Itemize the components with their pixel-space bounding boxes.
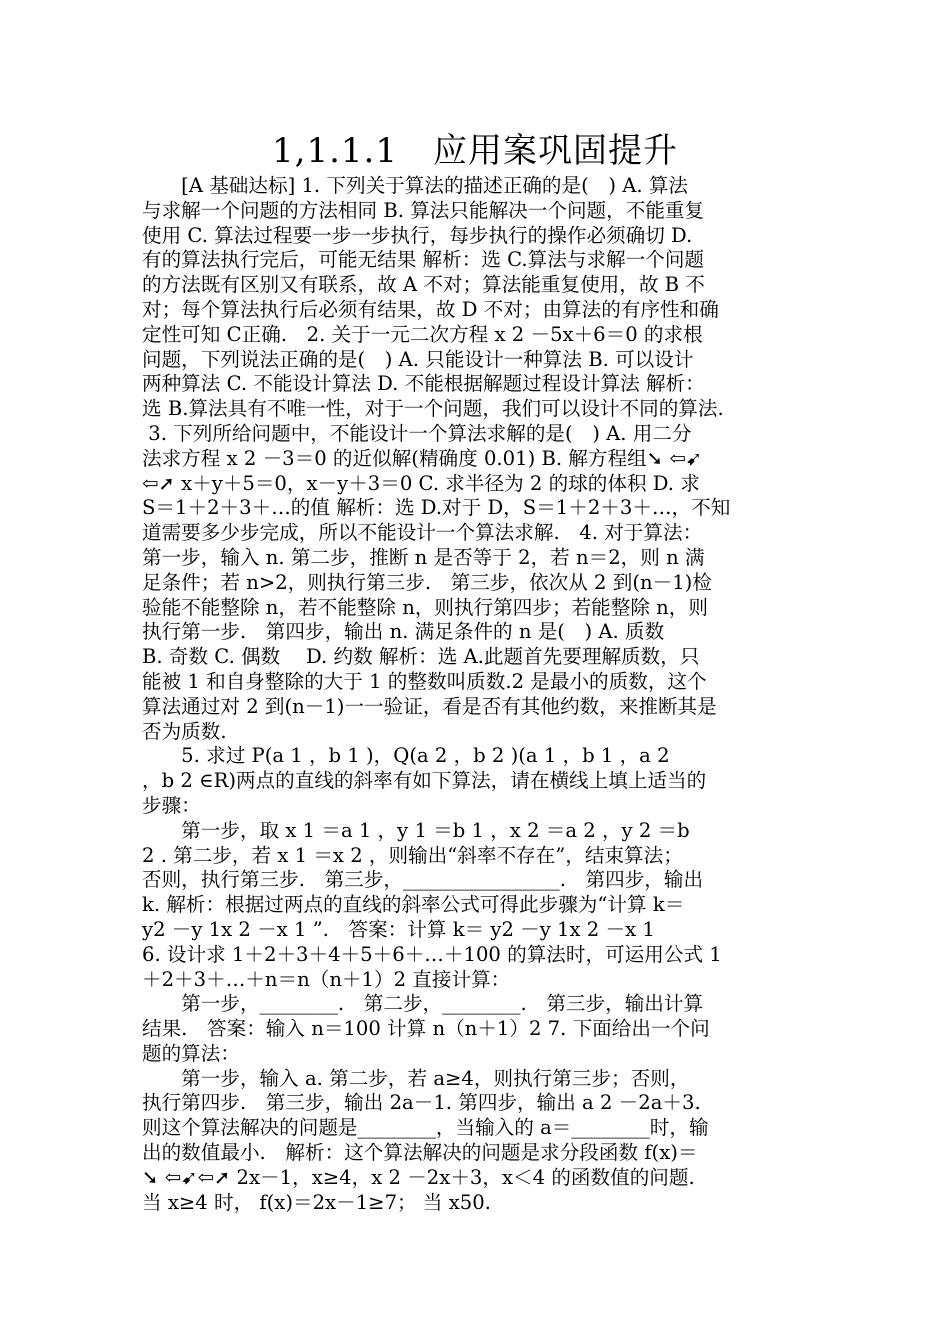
text-line: [A 基础达标] 1. 下列关于算法的描述正确的是( ) A. 算法 bbox=[142, 174, 689, 197]
page-title: 1,1.1.1 应用案巩固提升 bbox=[272, 131, 678, 171]
text-line: 足条件；若 n>2，则执行第三步. 第三步，依次从 2 到(n－1)检 bbox=[142, 570, 712, 594]
text-line: 则这个算法解决的问题是________，当输入的 a＝________时，输 bbox=[142, 1116, 709, 1140]
text-line: B. 奇数 C. 偶数 D. 约数 解析：选 A.此题首先要理解质数，只 bbox=[142, 645, 700, 669]
text-line: 与求解一个问题的方法相同 B. 算法只能解决一个问题，不能重复 bbox=[142, 198, 705, 222]
text-line: 出的数值最小. 解析：这个算法解决的问题是求分段函数 f(x)＝ bbox=[142, 1141, 698, 1165]
text-line: y2 －y 1x 2 －x 1 ”. 答案：计算 k＝ y2 －y 1x 2 －x 1 bbox=[142, 917, 655, 941]
text-line: 道需要多少步完成，所以不能设计一个算法求解. 4. 对于算法： bbox=[142, 521, 703, 545]
text-line: 执行第一步. 第四步，输出 n. 满足条件的 n 是( ) A. 质数 bbox=[142, 620, 665, 644]
text-line: 两种算法 C. 不能设计算法 D. 不能根据解题过程设计算法 解析： bbox=[142, 372, 705, 396]
text-line: 否为质数. bbox=[142, 719, 227, 743]
text-line: 当 x≥4 时， f(x)＝2x－1≥7； 当 x50. bbox=[142, 1190, 491, 1214]
text-line: 2 . 第二步，若 x 1 ＝x 2 ，则输出“斜率不存在”，结束算法； bbox=[142, 843, 683, 867]
text-line: 法求方程 x 2 －3＝0 的近似解(精确度 0.01) B. 解方程组➘ ⇦➹ bbox=[142, 446, 703, 470]
text-line: 否则，执行第三步. 第三步，________________. 第四步，输出 bbox=[142, 868, 704, 892]
text-line: 算法通过对 2 到(n－1)一一验证，看是否有其他约数，来推断其是 bbox=[142, 694, 717, 718]
text-line: 使用 C. 算法过程要一步一步执行，每步执行的操作必须确切 D. bbox=[142, 223, 693, 247]
text-line: 定性可知 C正确. 2. 关于一元二次方程 x 2 －5x＋6＝0 的求根 bbox=[142, 322, 703, 346]
text-line: 对；每个算法执行后必须有结果，故 D 不对；由算法的有序性和确 bbox=[142, 297, 719, 321]
text-line: ⇦➚ x＋y＋5＝0，x－y＋3＝0 C. 求半径为 2 的球的体积 D. 求 bbox=[142, 471, 700, 495]
text-line: k. 解析：根据过两点的直线的斜率公式可得此步骤为“计算 k＝ bbox=[142, 893, 685, 917]
text-line: 第一步，输入 a. 第二步，若 a≥4，则执行第三步；否则， bbox=[142, 1066, 690, 1090]
text-line: 能被 1 和自身整除的大于 1 的整数叫质数.2 是最小的质数，这个 bbox=[142, 669, 707, 693]
text-line: 结果. 答案：输入 n＝100 计算 n（n＋1）2 7. 下面给出一个问 bbox=[142, 1017, 710, 1041]
text-line: 第一步，________. 第二步，________. 第三步，输出计算 bbox=[142, 992, 704, 1016]
text-line: 执行第四步. 第三步，输出 2a－1. 第四步，输出 a 2 －2a＋3. bbox=[142, 1091, 701, 1115]
body-text bbox=[142, 174, 812, 1215]
text-line: ＋2＋3＋…＋n＝n（n＋1）2 直接计算： bbox=[142, 967, 511, 991]
text-line: 5. 求过 P(a 1 ，b 1 )，Q(a 2 ，b 2 )(a 1 ，b 1 ，a 2 bbox=[142, 744, 670, 768]
text-line: 题的算法： bbox=[142, 1041, 240, 1065]
text-line: 第一步，取 x 1 ＝a 1 ，y 1 ＝b 1 ，x 2 ＝a 2 ，y 2 ＝b bbox=[142, 818, 690, 842]
text-line: 验能不能整除 n，若不能整除 n，则执行第四步；若能整除 n，则 bbox=[142, 595, 708, 619]
text-line: 6. 设计求 1＋2＋3＋4＋5＋6＋…＋100 的算法时，可运用公式 1 bbox=[142, 942, 722, 966]
text-line: 选 B.算法具有不唯一性，对于一个问题，我们可以设计不同的算法. bbox=[142, 397, 724, 421]
text-line: 第一步，输入 n. 第二步，推断 n 是否等于 2，若 n＝2，则 n 满 bbox=[142, 545, 705, 569]
text-line: ➘ ⇦➹⇦➚ 2x－1，x≥4，x 2 －2x＋3，x＜4 的函数值的问题. bbox=[142, 1165, 695, 1189]
text-line: ，b 2 ∈R)两点的直线的斜率有如下算法，请在横线上填上适当的 bbox=[142, 769, 707, 793]
text-line: S＝1＋2＋3＋…的值 解析：选 D.对于 D，S＝1＋2＋3＋…，不知 bbox=[142, 496, 731, 520]
text-line: 步骤： bbox=[142, 793, 201, 817]
text-line: 的方法既有区别又有联系，故 A 不对；算法能重复使用，故 B 不 bbox=[142, 273, 705, 297]
text-line: 有的算法执行完后，可能无结果 解析：选 C.算法与求解一个问题 bbox=[142, 248, 705, 272]
text-line: 3. 下列所给问题中，不能设计一个算法求解的是( ) A. 用二分 bbox=[142, 421, 692, 445]
text-line: 问题，下列说法正确的是( ) A. 只能设计一种算法 B. 可以设计 bbox=[142, 347, 694, 371]
